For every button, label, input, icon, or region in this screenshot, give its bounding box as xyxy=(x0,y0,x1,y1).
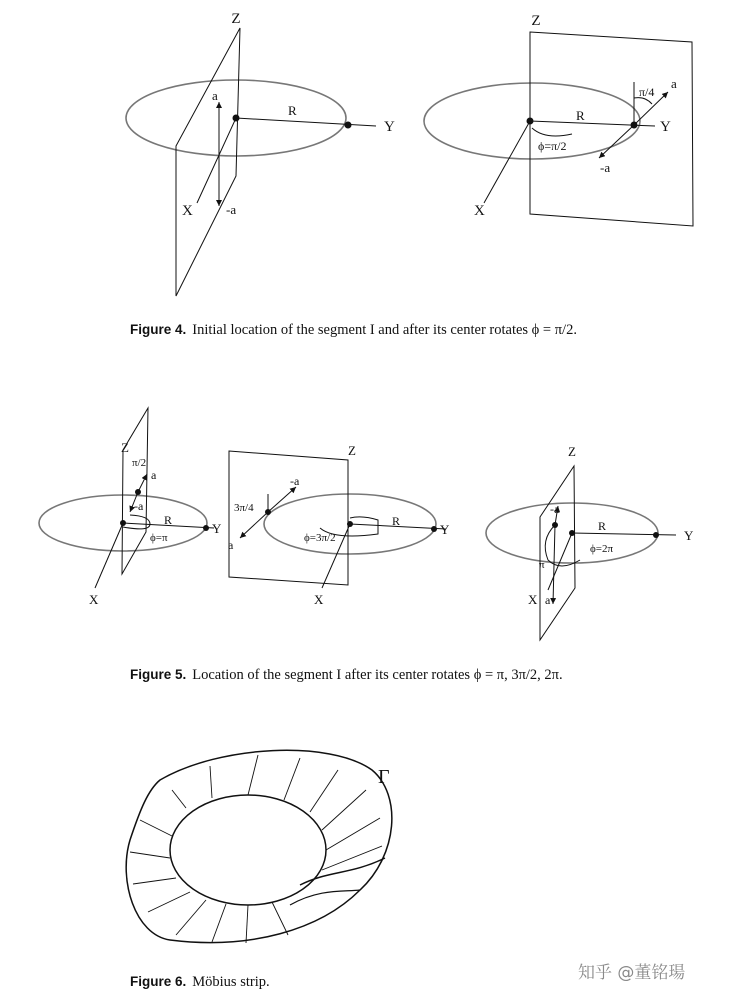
segment-arrow-neg-a xyxy=(268,487,296,512)
x-axis-line xyxy=(95,523,123,588)
fig5-panel2-diagram xyxy=(228,443,450,607)
end-a-label: a xyxy=(151,468,157,482)
vertical-plane xyxy=(540,466,575,640)
axis-y-label: Y xyxy=(212,521,222,536)
tilt-angle-label: π/2 xyxy=(132,457,147,469)
axis-z-label: Z xyxy=(348,443,356,458)
axis-y-label: Y xyxy=(384,119,395,135)
tilt-angle-label: π xyxy=(539,559,545,571)
phi-angle-label: ϕ=3π/2 xyxy=(304,532,336,544)
segment-arrow-neg-a xyxy=(599,125,634,158)
tilt-angle-label: π/4 xyxy=(639,85,655,99)
axis-z-label: Z xyxy=(121,440,129,455)
end-neg-a-label: -a xyxy=(226,202,237,217)
figure6-caption-text: Möbius strip. xyxy=(192,974,270,990)
axis-z-label: Z xyxy=(531,13,541,29)
figure5-caption-label: Figure 5. xyxy=(130,667,187,682)
edge-dot xyxy=(203,525,209,531)
vertical-plane xyxy=(122,408,148,574)
end-a-label: a xyxy=(228,538,234,552)
axis-y-label: Y xyxy=(684,528,694,543)
figure5-caption-text: Location of the segment I after its center rotates ϕ = π, 3π/2, 2π. xyxy=(192,667,563,683)
radius-label: R xyxy=(164,513,173,527)
end-neg-a-label: -a xyxy=(290,474,300,488)
edge-dot xyxy=(653,532,659,538)
radius-line xyxy=(572,533,676,535)
radius-label: R xyxy=(576,108,585,123)
segment-arrow-a xyxy=(138,474,147,492)
figure4-caption-text: Initial location of the segment I and after its center rotates ϕ = π/2. xyxy=(192,322,577,338)
axis-x-label: X xyxy=(314,592,324,607)
axis-x-label: X xyxy=(528,592,538,607)
outer-boundary xyxy=(126,750,392,942)
end-neg-a-label: -a xyxy=(550,502,560,516)
axis-x-label: X xyxy=(89,592,99,607)
end-a-label: a xyxy=(545,593,551,607)
fig4-right-diagram xyxy=(424,13,693,226)
x-axis-line xyxy=(197,118,236,203)
inner-hole xyxy=(170,795,326,905)
axis-x-label: X xyxy=(474,203,485,219)
figure6-caption-label: Figure 6. xyxy=(130,974,187,989)
strip-rulings xyxy=(130,755,382,943)
axis-x-label: X xyxy=(182,203,193,219)
fig5-panel3-diagram xyxy=(486,444,694,640)
radius-label: R xyxy=(598,519,607,533)
edge-dot xyxy=(431,526,437,532)
radius-label: R xyxy=(392,514,401,528)
fig6-mobius-diagram xyxy=(126,750,392,943)
vertical-plane xyxy=(229,451,348,585)
vertical-plane xyxy=(176,28,240,296)
phi-angle-label: ϕ=2π xyxy=(590,543,614,555)
edge-dot xyxy=(345,122,352,129)
end-a-label: a xyxy=(212,88,218,103)
figure4-caption-label: Figure 4. xyxy=(130,322,187,337)
axis-y-label: Y xyxy=(660,119,671,135)
radius-line xyxy=(236,118,376,126)
figure4-caption xyxy=(130,322,577,339)
end-a-label: a xyxy=(671,76,677,91)
twist-edge-lower xyxy=(290,890,360,905)
axis-z-label: Z xyxy=(568,444,576,459)
phi-angle-label: ϕ=π/2 xyxy=(538,139,567,153)
figure5-caption xyxy=(130,667,563,684)
fig5-panel1-diagram xyxy=(39,408,222,607)
radius-label: R xyxy=(288,103,297,118)
end-neg-a-label: -a xyxy=(600,160,611,175)
fig4-left-diagram xyxy=(126,11,395,296)
axis-y-label: Y xyxy=(440,522,450,537)
figure6-caption xyxy=(130,974,270,991)
curve-gamma-label: Γ xyxy=(378,766,390,788)
x-axis-line xyxy=(484,121,530,203)
end-neg-a-label: -a xyxy=(134,499,144,513)
tilt-angle-label: 3π/4 xyxy=(234,502,254,514)
watermark: 知乎 @董铭瑒 xyxy=(578,963,686,983)
phi-angle-label: ϕ=π xyxy=(150,532,168,544)
phi-angle-arc xyxy=(532,128,572,136)
axis-z-label: Z xyxy=(231,11,241,27)
